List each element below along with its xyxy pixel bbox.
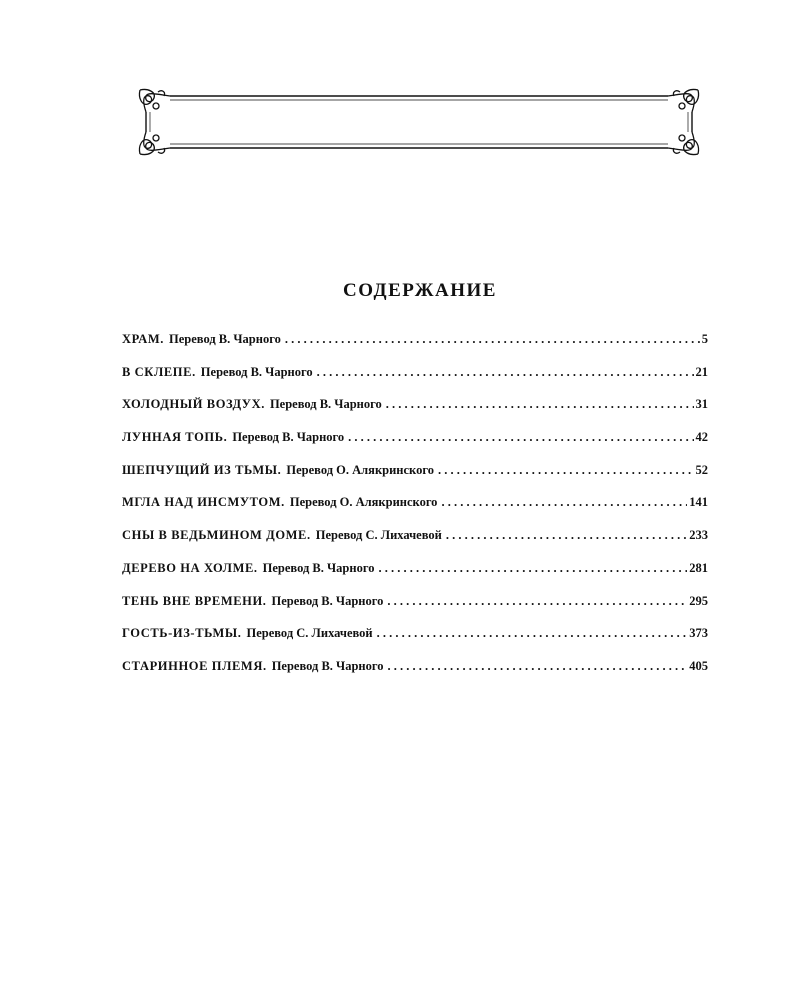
toc-entry-page: 5: [701, 332, 708, 346]
toc-entry: [122, 594, 708, 627]
dot-leader: [285, 332, 700, 347]
toc-entry-page: 52: [695, 462, 708, 477]
dot-leader: [348, 430, 693, 445]
toc-entry: [122, 430, 708, 463]
contents-heading: СОДЕРЖАНИЕ: [343, 280, 497, 301]
toc-entry-translator: Перевод В. Чарного: [271, 593, 384, 608]
toc-entry-page: 295: [689, 593, 708, 608]
toc-entry-translator: Перевод С. Лихачевой: [315, 528, 442, 543]
dot-leader: [387, 594, 687, 609]
toc-entry-page: 21: [695, 364, 708, 379]
toc-entry-page: 281: [689, 560, 708, 575]
toc-entry: [122, 397, 708, 430]
toc-entry-title: ЛУННАЯ ТОПЬ.: [122, 430, 228, 445]
dot-leader: [317, 365, 694, 380]
toc-entry: [122, 659, 708, 692]
toc-entry: [122, 332, 708, 365]
table-of-contents: [122, 332, 708, 692]
dot-leader: [438, 463, 694, 478]
dot-leader: [386, 397, 694, 412]
toc-entry-page: 233: [689, 528, 708, 543]
toc-entry-title: ГОСТЬ-ИЗ-ТЬМЫ.: [122, 626, 242, 641]
toc-entry-translator: Перевод В. Чарного: [169, 332, 281, 346]
toc-entry-page: 373: [689, 626, 708, 641]
toc-entry-page: 31: [695, 397, 708, 412]
dot-leader: [441, 495, 687, 510]
dot-leader: [446, 528, 687, 543]
toc-entry-title: ХРАМ.: [122, 332, 165, 346]
toc-entry: [122, 463, 708, 496]
toc-entry: [122, 528, 708, 561]
toc-entry-title: СТАРИННОЕ ПЛЕМЯ.: [122, 658, 267, 673]
toc-entry-translator: Перевод В. Чарного: [269, 397, 382, 412]
toc-entry-title: ХОЛОДНЫЙ ВОЗДУХ.: [122, 397, 265, 412]
toc-entry-translator: Перевод О. Алякринского: [289, 495, 438, 510]
toc-entry-title: В СКЛЕПЕ.: [122, 364, 196, 379]
toc-entry: [122, 365, 708, 398]
toc-entry: [122, 561, 708, 594]
toc-entry-page: 42: [695, 430, 708, 445]
toc-entry-translator: Перевод В. Чарного: [200, 364, 313, 379]
header-ornament-frame: [136, 86, 702, 158]
toc-entry-page: 141: [689, 495, 708, 510]
toc-entry-title: ШЕПЧУЩИЙ ИЗ ТЬМЫ.: [122, 462, 282, 477]
toc-entry-page: 405: [689, 658, 708, 673]
dot-leader: [377, 626, 688, 641]
toc-entry-translator: Перевод В. Чарного: [262, 560, 375, 575]
toc-entry-translator: Перевод В. Чарного: [232, 430, 345, 445]
toc-entry-title: ТЕНЬ ВНЕ ВРЕМЕНИ.: [122, 593, 267, 608]
toc-entry: [122, 626, 708, 659]
toc-entry-title: МГЛА НАД ИНСМУТОМ.: [122, 495, 285, 510]
toc-entry-title: ДЕРЕВО НА ХОЛМЕ.: [122, 560, 258, 575]
toc-entry-translator: Перевод С. Лихачевой: [246, 626, 373, 641]
dot-leader: [378, 561, 687, 576]
toc-entry-title: СНЫ В ВЕДЬМИНОМ ДОМЕ.: [122, 528, 311, 543]
toc-entry-translator: Перевод О. Алякринского: [286, 462, 434, 477]
dot-leader: [388, 659, 688, 674]
toc-entry-translator: Перевод В. Чарного: [271, 658, 384, 673]
toc-entry: [122, 495, 708, 528]
